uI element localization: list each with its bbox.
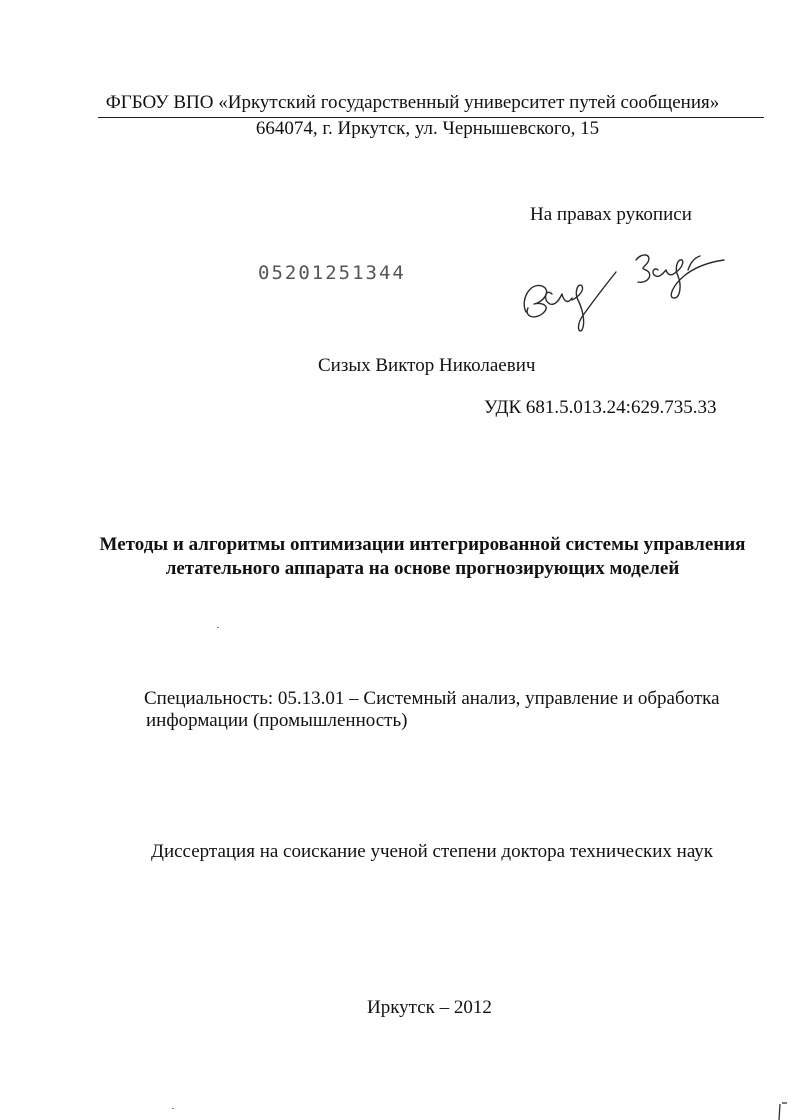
udc-code: УДК 681.5.013.24:629.735.33 — [484, 397, 717, 418]
thesis-title — [0, 533, 795, 581]
city-year: Иркутск – 2012 — [367, 997, 492, 1018]
scan-speck — [217, 627, 219, 628]
scan-speck — [172, 1108, 174, 1109]
organization-name: ФГБОУ ВПО «Иркутский государственный университет путей сообщения» — [105, 92, 720, 113]
signature-stroke — [653, 269, 676, 277]
organization-address: 664074, г. Иркутск, ул. Чернышевского, 15 — [255, 118, 600, 139]
signature-stroke — [572, 272, 616, 331]
thesis-title-line-2: летательного аппарата на основе прогнозирующих моделей — [165, 558, 680, 579]
specialty-line-1: Специальность: 05.13.01 – Системный анализ, управление и обработка — [144, 688, 720, 709]
handwritten-signature — [512, 242, 732, 334]
signature-stroke — [546, 292, 572, 304]
thesis-title-line-1: Методы и алгоритмы оптимизации интегрированной системы управления — [99, 534, 746, 555]
registration-number-stamp: 05201251344 — [258, 262, 406, 284]
degree-statement: Диссертация на соискание ученой степени доктора технических наук — [151, 841, 714, 862]
author-name: Сизых Виктор Николаевич — [318, 355, 536, 376]
specialty — [144, 688, 744, 732]
signature-stroke — [524, 285, 546, 316]
specialty-line-2: информации (промышленность) — [146, 710, 408, 731]
signature-stroke — [636, 255, 650, 282]
manuscript-rights-note: На правах рукописи — [530, 204, 692, 225]
signature-stroke — [671, 260, 724, 298]
page-edge-mark — [776, 1100, 788, 1120]
